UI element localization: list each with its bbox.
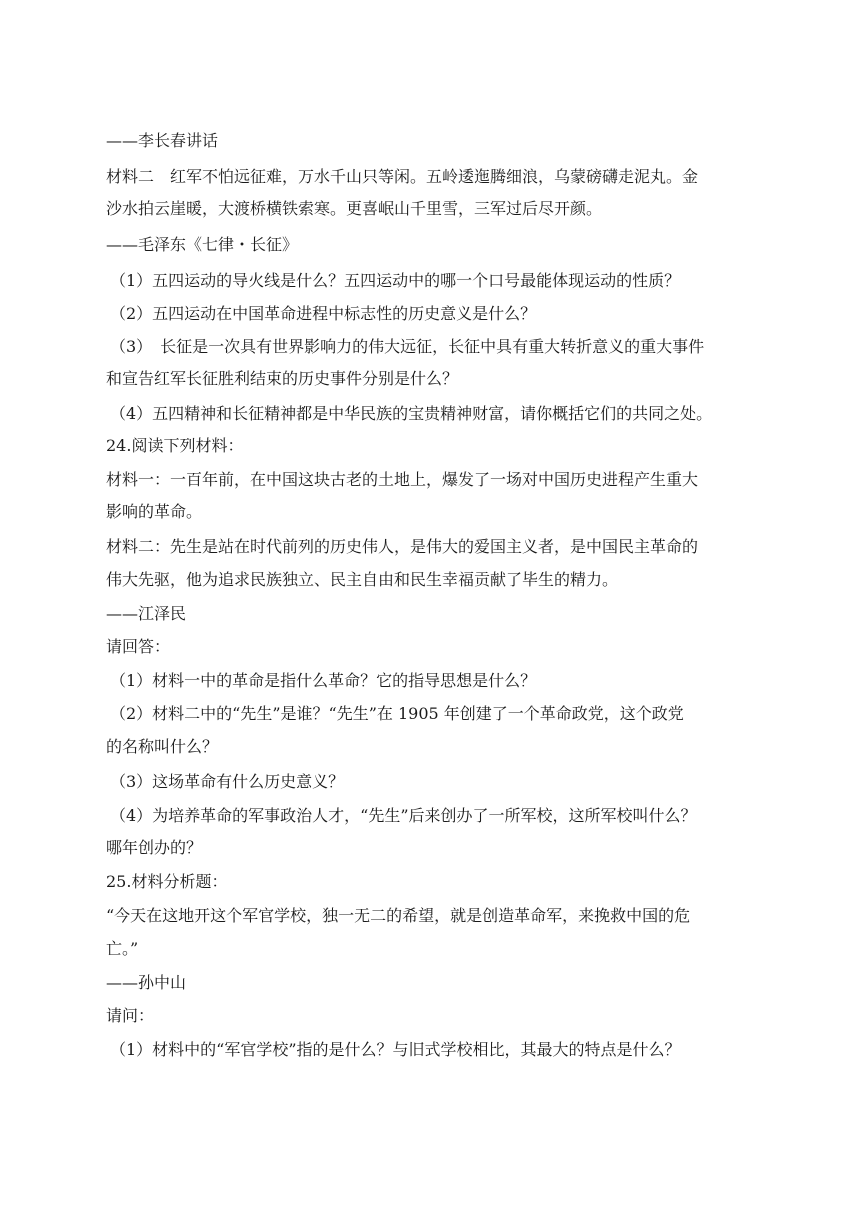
- text-line: 材料二：先生是站在时代前列的历史伟人，是伟大的爱国主义者，是中国民主革命的: [106, 537, 699, 556]
- text-line: （3） 长征是一次具有世界影响力的伟大远征，长征中具有重大转折意义的重大事件: [110, 337, 705, 356]
- text-line: （4）五四精神和长征精神都是中华民族的宝贵精神财富，请你概括它们的共同之处。: [110, 404, 713, 423]
- text-line: （2）材料二中的“先生”是谁？“先生”在 1905 年创建了一个革命政党，这个政党: [110, 704, 684, 723]
- text-line: 的名称叫什么？: [106, 737, 219, 756]
- text-line: ——孙中山: [106, 973, 187, 992]
- text-line: ——李长春讲话: [106, 131, 219, 150]
- text-line: 伟大先驱，他为追求民族独立、民主自由和民生幸福贡献了毕生的精力。: [106, 570, 619, 589]
- text-line: “今天在这地开这个军官学校，独一无二的希望，就是创造革命军，来挽救中国的危: [106, 906, 691, 925]
- text-line: ——毛泽东《七律・长征》: [106, 235, 299, 254]
- text-line: 材料一：一百年前，在中国这块古老的土地上，爆发了一场对中国历史进程产生重大: [106, 470, 699, 489]
- text-line: 影响的革命。: [106, 502, 203, 521]
- text-line: 请回答：: [106, 637, 171, 656]
- text-line: 沙水拍云崖暖，大渡桥横铁索寒。更喜岷山千里雪，三军过后尽开颜。: [106, 199, 603, 218]
- text-line: ——江泽民: [106, 604, 187, 623]
- text-line: 和宣告红军长征胜利结束的历史事件分别是什么？: [106, 369, 459, 388]
- text-line: （2）五四运动在中国革命进程中标志性的历史意义是什么？: [110, 304, 537, 323]
- text-line: 哪年创办的？: [106, 838, 203, 857]
- text-line: （1）材料一中的革命是指什么革命？它的指导思想是什么？: [110, 671, 537, 690]
- text-line: 24.阅读下列材料：: [106, 436, 244, 455]
- text-line: （4）为培养革命的军事政治人才，“先生”后来创办了一所军校，这所军校叫什么？: [110, 806, 697, 825]
- text-line: （3）这场革命有什么历史意义？: [110, 772, 345, 791]
- text-line: 亡。”: [106, 939, 139, 958]
- text-line: 材料二 红军不怕远征难，万水千山只等闲。五岭逶迤腾细浪，乌蒙磅礴走泥丸。金: [106, 167, 699, 186]
- text-line: （1）材料中的“军官学校”指的是什么？与旧式学校相比，其最大的特点是什么？: [110, 1040, 681, 1059]
- text-line: 请问：: [106, 1006, 155, 1025]
- text-line: 25.材料分析题：: [106, 872, 228, 891]
- text-line: （1）五四运动的导火线是什么？五四运动中的哪一个口号最能体现运动的性质？: [110, 271, 681, 290]
